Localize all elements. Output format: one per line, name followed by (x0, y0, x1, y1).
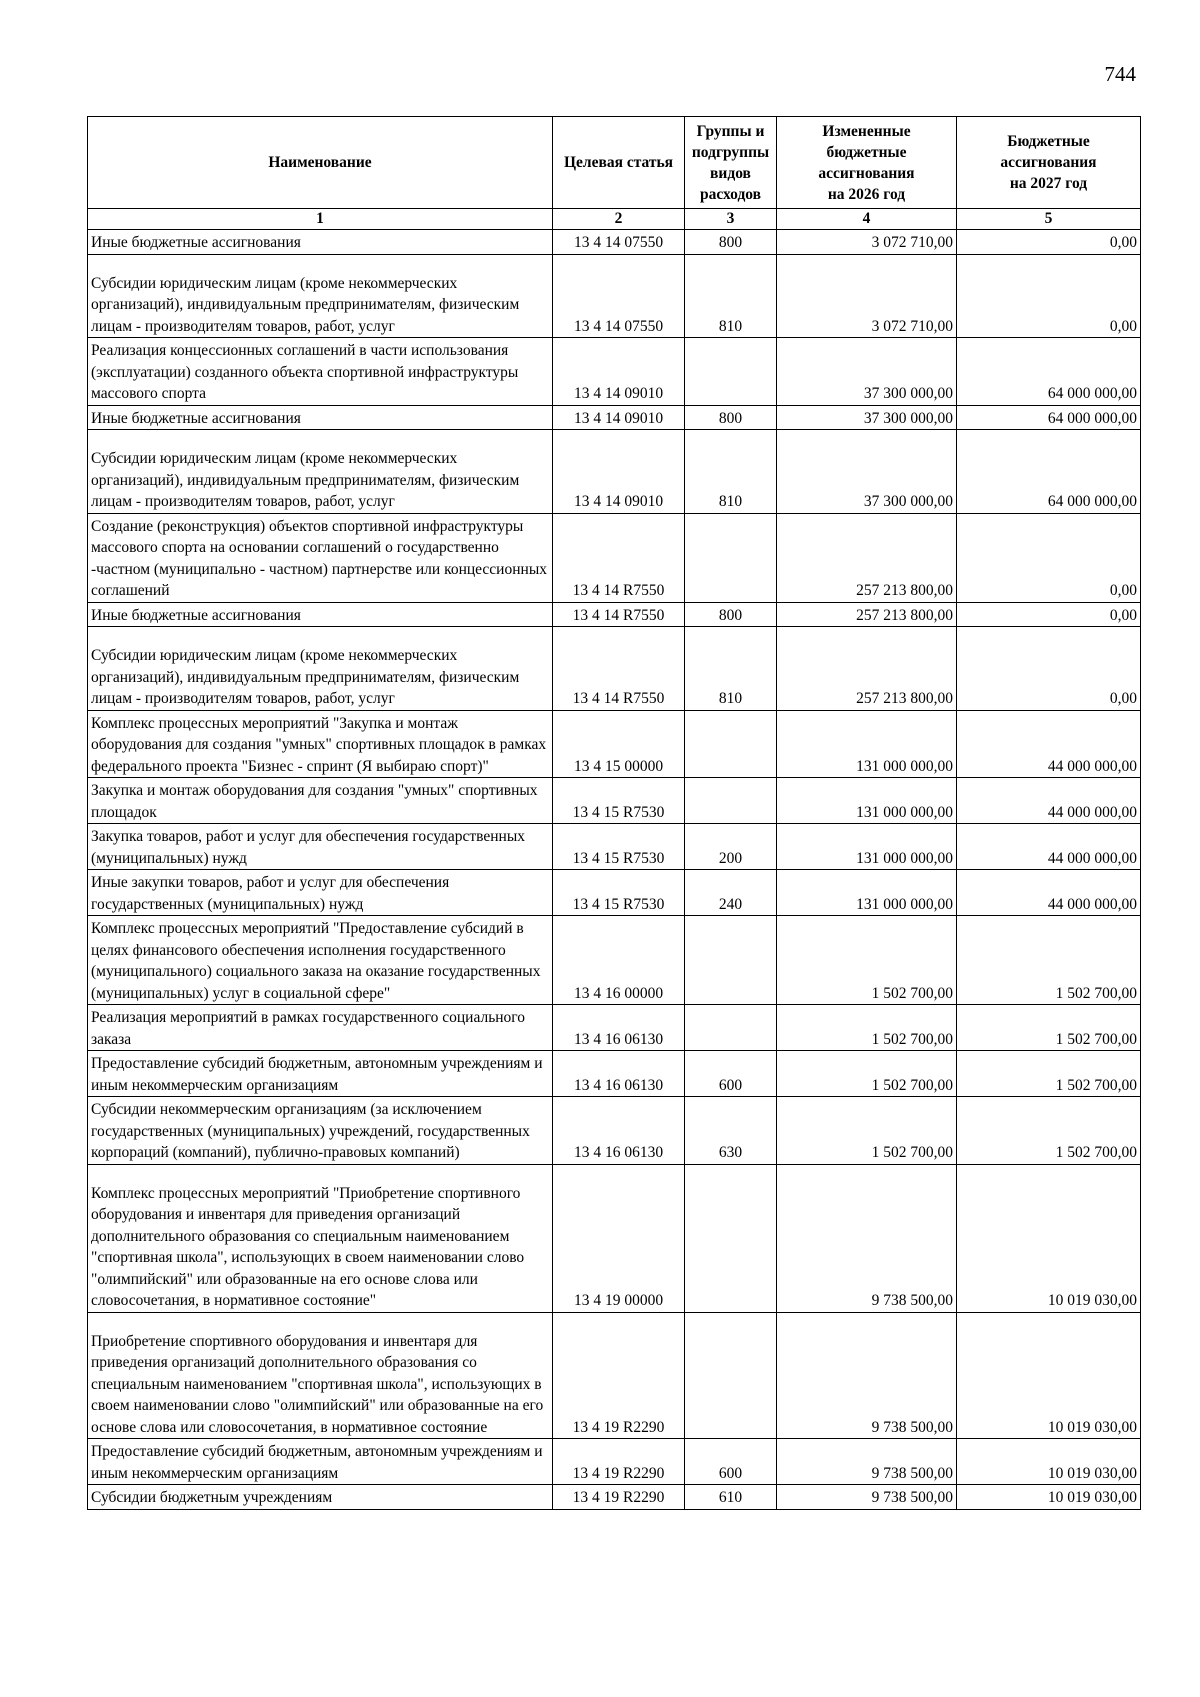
table-row (88, 824, 1141, 870)
row-amount-2027: 0,00 (957, 627, 1141, 711)
row-amount-2027: 0,00 (957, 602, 1141, 627)
column-number: 1 (88, 209, 553, 230)
row-amount-2027: 44 000 000,00 (957, 870, 1141, 916)
row-amount-2027: 10 019 030,00 (957, 1485, 1141, 1510)
column-number: 4 (777, 209, 957, 230)
row-name-text: Субсидии некоммерческим организациям (за исключением государственных (муниципальных) учреждений, государственных корпораций (компаний), публично-правовых компаний) (91, 1101, 530, 1161)
row-name-text: Комплекс процессных мероприятий "Приобретение спортивного оборудования и инвентаря для приведения организаций дополнительного образования со специальным наименованием "спортивная школа", использующих в своем наименовании слово "олимпийский" или образованные на его основе слова или словосочетания, в нормативное состояние" (91, 1184, 525, 1309)
header-name: Наименование (88, 117, 553, 209)
row-name-text: Закупка и монтаж оборудования для создания "умных" спортивных площадок (91, 782, 538, 821)
row-name (88, 1312, 553, 1439)
row-expense-group: 240 (685, 870, 777, 916)
column-number: 3 (685, 209, 777, 230)
table-body (88, 230, 1141, 1510)
table-row (88, 1051, 1141, 1097)
row-expense-group (685, 916, 777, 1005)
row-name-text: Иные бюджетные ассигнования (91, 234, 301, 251)
table-row (88, 1312, 1141, 1439)
row-name (88, 1485, 553, 1510)
row-expense-group: 200 (685, 824, 777, 870)
row-name-text: Иные бюджетные ассигнования (91, 606, 301, 624)
row-target-article: 13 4 16 00000 (553, 916, 685, 1005)
row-expense-group (685, 778, 777, 824)
table-row (88, 513, 1141, 602)
row-expense-group: 600 (685, 1439, 777, 1485)
row-amount-2026: 37 300 000,00 (777, 338, 957, 406)
row-amount-2027: 10 019 030,00 (957, 1312, 1141, 1439)
table-row (88, 1164, 1141, 1312)
row-name (88, 870, 553, 916)
row-expense-group: 610 (685, 1485, 777, 1510)
row-expense-group (685, 1312, 777, 1439)
row-amount-2027: 0,00 (957, 254, 1141, 338)
row-amount-2027: 44 000 000,00 (957, 778, 1141, 824)
row-amount-2026: 37 300 000,00 (777, 405, 957, 430)
table-row (88, 1005, 1141, 1051)
row-expense-group: 810 (685, 627, 777, 711)
row-name (88, 1051, 553, 1097)
row-amount-2026: 1 502 700,00 (777, 916, 957, 1005)
row-target-article: 13 4 14 09010 (553, 338, 685, 406)
row-target-article: 13 4 19 00000 (553, 1164, 685, 1312)
table-row (88, 710, 1141, 778)
row-target-article: 13 4 14 R7550 (553, 602, 685, 627)
row-name (88, 1164, 553, 1312)
table-row (88, 254, 1141, 338)
row-name-text: Субсидии юридическим лицам (кроме некоммерческих организаций), индивидуальным предпринимателям, физическим лицам - производителям товаров, работ, услуг (91, 647, 520, 707)
row-expense-group (685, 338, 777, 406)
row-amount-2026: 9 738 500,00 (777, 1312, 957, 1439)
row-amount-2027: 10 019 030,00 (957, 1164, 1141, 1312)
row-name-text: Предоставление субсидий бюджетным, автономным учреждениям и иным некоммерческим организациям (91, 1443, 543, 1482)
row-target-article: 13 4 14 07550 (553, 230, 685, 255)
row-amount-2026: 9 738 500,00 (777, 1439, 957, 1485)
row-name (88, 513, 553, 602)
header-groups: Группы и подгруппы видов расходов (685, 117, 777, 209)
header-target-article: Целевая статья (553, 117, 685, 209)
row-target-article: 13 4 14 07550 (553, 254, 685, 338)
row-name-text: Субсидии бюджетным учреждениям (91, 1489, 333, 1506)
row-amount-2027: 44 000 000,00 (957, 824, 1141, 870)
column-number: 5 (957, 209, 1141, 230)
row-amount-2027: 1 502 700,00 (957, 1005, 1141, 1051)
row-name-text: Реализация концессионных соглашений в части использования (эксплуатации) созданного объекта спортивной инфраструктуры массового спорта (91, 342, 519, 402)
row-name-text: Приобретение спортивного оборудования и инвентаря для приведения организаций дополнительного образования со специальным наименованием "спортивная школа", использующих в своем наименовании слово "олимпийский" или образованные на его основе слова или словосочетания, в нормативное состояние (91, 1332, 544, 1436)
row-amount-2027: 44 000 000,00 (957, 710, 1141, 778)
row-target-article: 13 4 15 R7530 (553, 870, 685, 916)
row-name-text: Иные бюджетные ассигнования (91, 409, 301, 427)
table-row (88, 1485, 1141, 1510)
row-expense-group: 600 (685, 1051, 777, 1097)
row-name (88, 254, 553, 338)
row-amount-2026: 3 072 710,00 (777, 230, 957, 255)
row-target-article: 13 4 16 06130 (553, 1051, 685, 1097)
header-budget-2027: Бюджетные ассигнования на 2027 год (957, 117, 1141, 209)
column-number-row (88, 209, 1141, 230)
row-amount-2026: 131 000 000,00 (777, 824, 957, 870)
row-amount-2027: 64 000 000,00 (957, 338, 1141, 406)
row-amount-2027: 10 019 030,00 (957, 1439, 1141, 1485)
row-expense-group (685, 513, 777, 602)
row-target-article: 13 4 15 R7530 (553, 824, 685, 870)
row-amount-2027: 64 000 000,00 (957, 405, 1141, 430)
row-target-article: 13 4 15 00000 (553, 710, 685, 778)
row-expense-group: 630 (685, 1097, 777, 1165)
row-amount-2026: 1 502 700,00 (777, 1097, 957, 1165)
row-name (88, 230, 553, 255)
row-name (88, 602, 553, 627)
row-expense-group (685, 710, 777, 778)
table-row (88, 430, 1141, 514)
row-name-text: Реализация мероприятий в рамках государственного социального заказа (91, 1009, 526, 1048)
row-amount-2027: 1 502 700,00 (957, 916, 1141, 1005)
row-expense-group (685, 1164, 777, 1312)
row-target-article: 13 4 14 09010 (553, 430, 685, 514)
row-expense-group: 800 (685, 405, 777, 430)
table-row (88, 627, 1141, 711)
row-amount-2027: 0,00 (957, 230, 1141, 255)
row-target-article: 13 4 14 R7550 (553, 627, 685, 711)
table-row (88, 916, 1141, 1005)
table-row (88, 1439, 1141, 1485)
table-row (88, 230, 1141, 255)
row-name-text: Комплекс процессных мероприятий "Предоставление субсидий в целях финансового обеспечения исполнения государственного (муниципального) социального заказа на оказание государственных (муниципальных) услуг в социальной сфере" (91, 920, 541, 1002)
row-name-text: Иные закупки товаров, работ и услуг для обеспечения государственных (муниципальных) нужд (91, 874, 450, 913)
row-name (88, 710, 553, 778)
row-expense-group: 800 (685, 602, 777, 627)
row-name-text: Субсидии юридическим лицам (кроме некоммерческих организаций), индивидуальным предпринимателям, физическим лицам - производителям товаров, работ, услуг (91, 274, 520, 335)
row-amount-2026: 1 502 700,00 (777, 1051, 957, 1097)
row-amount-2026: 37 300 000,00 (777, 430, 957, 514)
table-row (88, 870, 1141, 916)
row-amount-2026: 257 213 800,00 (777, 513, 957, 602)
table-row (88, 778, 1141, 824)
row-name (88, 338, 553, 406)
row-amount-2026: 257 213 800,00 (777, 627, 957, 711)
row-amount-2026: 257 213 800,00 (777, 602, 957, 627)
row-name-text: Закупка товаров, работ и услуг для обеспечения государственных (муниципальных) нужд (91, 828, 526, 867)
row-expense-group: 810 (685, 254, 777, 338)
column-number: 2 (553, 209, 685, 230)
row-expense-group (685, 1005, 777, 1051)
row-target-article: 13 4 14 R7550 (553, 513, 685, 602)
row-name-text: Комплекс процессных мероприятий "Закупка и монтаж оборудования для создания "умных" спортивных площадок в рамках федерального проекта "Бизнес - спринт (Я выбираю спорт)" (91, 714, 547, 775)
row-name (88, 405, 553, 430)
row-amount-2026: 9 738 500,00 (777, 1485, 957, 1510)
row-name (88, 1005, 553, 1051)
row-target-article: 13 4 15 R7530 (553, 778, 685, 824)
row-name-text: Предоставление субсидий бюджетным, автономным учреждениям и иным некоммерческим организациям (91, 1055, 543, 1094)
row-target-article: 13 4 19 R2290 (553, 1439, 685, 1485)
row-expense-group: 800 (685, 230, 777, 255)
row-target-article: 13 4 19 R2290 (553, 1312, 685, 1439)
row-amount-2026: 1 502 700,00 (777, 1005, 957, 1051)
row-name (88, 778, 553, 824)
row-amount-2026: 9 738 500,00 (777, 1164, 957, 1312)
row-expense-group: 810 (685, 430, 777, 514)
table-row (88, 338, 1141, 406)
row-amount-2027: 1 502 700,00 (957, 1097, 1141, 1165)
header-changed-2026: Измененные бюджетные ассигнования на 2026 год (777, 117, 957, 209)
table-header (88, 117, 1141, 230)
row-amount-2027: 0,00 (957, 513, 1141, 602)
row-amount-2027: 64 000 000,00 (957, 430, 1141, 514)
table-row (88, 1097, 1141, 1165)
row-amount-2026: 131 000 000,00 (777, 778, 957, 824)
row-amount-2027: 1 502 700,00 (957, 1051, 1141, 1097)
row-name (88, 627, 553, 711)
row-amount-2026: 3 072 710,00 (777, 254, 957, 338)
row-name (88, 916, 553, 1005)
row-amount-2026: 131 000 000,00 (777, 870, 957, 916)
row-name (88, 430, 553, 514)
row-target-article: 13 4 16 06130 (553, 1005, 685, 1051)
row-name (88, 1439, 553, 1485)
row-target-article: 13 4 19 R2290 (553, 1485, 685, 1510)
row-name-text: Создание (реконструкция) объектов спортивной инфраструктуры массового спорта на основании соглашений о государственно -частном (муниципально - частном) партнерстве или концессионных соглашений (91, 517, 547, 599)
row-name-text: Субсидии юридическим лицам (кроме некоммерческих организаций), индивидуальным предпринимателям, физическим лицам - производителям товаров, работ, услуг (91, 450, 520, 510)
page-number: 744 (1104, 62, 1136, 86)
table-row (88, 602, 1141, 627)
row-name (88, 1097, 553, 1165)
row-target-article: 13 4 16 06130 (553, 1097, 685, 1165)
table-row (88, 405, 1141, 430)
row-name (88, 824, 553, 870)
row-target-article: 13 4 14 09010 (553, 405, 685, 430)
budget-table (87, 116, 1141, 1510)
row-amount-2026: 131 000 000,00 (777, 710, 957, 778)
